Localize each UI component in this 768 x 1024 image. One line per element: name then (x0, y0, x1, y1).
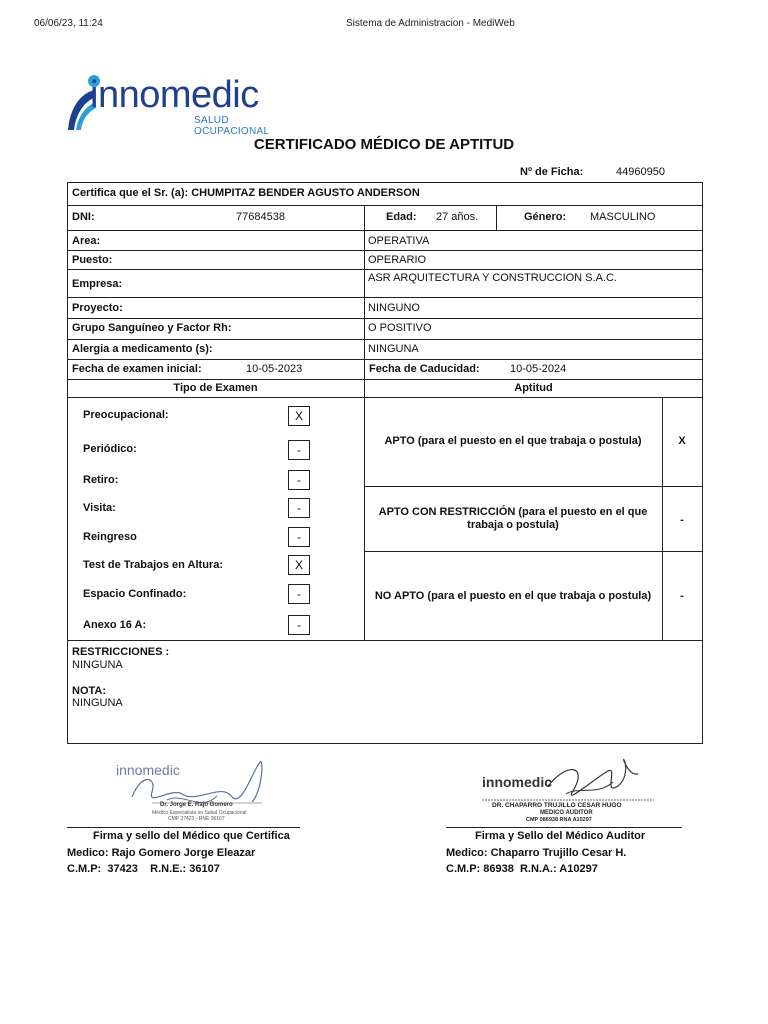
no-apto-label: NO APTO (para el puesto en el que trabaja o postula) (374, 590, 652, 602)
area-label: Area: (72, 235, 101, 247)
left-signature-stamp (112, 752, 282, 828)
grupo-sanguineo-label: Grupo Sanguíneo y Factor Rh: (72, 322, 232, 334)
stamp-cmp: CMP 37423 - RNE 36107 (168, 816, 225, 822)
exam-type-label: Reingreso (83, 531, 137, 543)
exam-type-label: Espacio Confinado: (83, 588, 187, 600)
alergia-label: Alergia a medicamento (s): (72, 343, 213, 355)
apto-restriccion-label-2: trabaja o postula) (467, 519, 559, 531)
puesto-label: Puesto: (72, 254, 113, 266)
grupo-sanguineo-value: O POSITIVO (368, 322, 432, 334)
exam-type-checkbox: - (288, 440, 310, 460)
exam-type-checkbox: - (288, 615, 310, 635)
stamp-logo: innomedic (482, 774, 553, 790)
empresa-label: Empresa: (72, 278, 123, 290)
edad-value: 27 años. (436, 211, 479, 223)
apto-label: APTO (para el puesto en el que trabaja o postula) (384, 435, 642, 447)
exam-type-label: Anexo 16 A: (83, 619, 147, 631)
alergia-value: NINGUNA (368, 343, 419, 355)
genero-label: Género: (524, 211, 567, 223)
apto-restriccion-mark: - (680, 514, 684, 526)
proyecto-label: Proyecto: (72, 302, 123, 314)
exam-type-label: Visita: (83, 502, 116, 514)
right-signature-stamp (478, 756, 658, 828)
nota-label: NOTA: (72, 685, 107, 697)
logo-tagline: SALUD OCUPACIONAL (194, 115, 270, 137)
print-datetime: 06/06/23, 11:24 (34, 18, 103, 29)
exam-type-checkbox: X (288, 406, 310, 426)
fecha-caducidad-label: Fecha de Caducidad: (369, 363, 480, 375)
tipo-examen-header: Tipo de Examen (173, 382, 258, 394)
left-medico-cmp: C.M.P: 37423 R.N.E.: 36107 (67, 863, 220, 875)
ficha-label: Nº de Ficha: (520, 166, 584, 178)
dni-value: 77684538 (236, 211, 285, 223)
exam-type-label: Periódico: (83, 443, 137, 455)
exam-type-label: Retiro: (83, 474, 119, 486)
nota-value: NINGUNA (72, 697, 123, 709)
puesto-value: OPERARIO (368, 254, 427, 266)
exam-type-checkbox: - (288, 527, 310, 547)
fecha-inicial-value: 10-05-2023 (246, 363, 303, 375)
stamp-name: Dr. Jorge E. Rajo Gomero (160, 802, 233, 808)
exam-type-checkbox: X (288, 555, 310, 575)
proyecto-value: NINGUNO (368, 302, 420, 314)
apto-restriccion-label: APTO CON RESTRICCIÓN (para el puesto en el que (378, 506, 648, 518)
exam-type-checkbox: - (288, 584, 310, 604)
fecha-caducidad-value: 10-05-2024 (510, 363, 567, 375)
restricciones-value: NINGUNA (72, 659, 123, 671)
logo-wordmark: innomedic (90, 74, 259, 116)
stamp-cmp: CMP 086938 RNA A10297 (526, 817, 592, 823)
exam-type-checkbox: - (288, 498, 310, 518)
exam-type-checkbox: - (288, 470, 310, 490)
stamp-logo: innomedic (116, 762, 180, 778)
exam-type-label: Test de Trabajos en Altura: (83, 559, 223, 571)
innomedic-logo (64, 72, 304, 137)
stamp-name: DR. CHAPARRO TRUJILLO CESAR HUGO (492, 802, 622, 809)
right-medico-cmp: C.M.P: 86938 R.N.A.: A10297 (446, 863, 598, 875)
certifica-text: Certifica que el Sr. (a): CHUMPITAZ BENDER AGUSTO ANDERSON (72, 187, 420, 199)
print-page-title: Sistema de Administracion - MediWeb (346, 18, 515, 29)
area-value: OPERATIVA (368, 235, 430, 247)
stamp-spec: Médico Especialista en Salud Ocupacional (152, 810, 247, 816)
aptitud-header: Aptitud (514, 382, 553, 394)
no-apto-mark: - (680, 590, 684, 602)
page-title: CERTIFICADO MÉDICO DE APTITUD (253, 136, 515, 153)
stamp-role: MEDICO AUDITOR (540, 810, 593, 816)
exam-type-label: Preocupacional: (83, 409, 169, 421)
fecha-inicial-label: Fecha de examen inicial: (72, 363, 202, 375)
ficha-value: 44960950 (616, 166, 665, 178)
genero-value: MASCULINO (590, 211, 656, 223)
apto-mark: X (678, 435, 686, 447)
dni-label: DNI: (72, 211, 95, 223)
edad-label: Edad: (386, 211, 417, 223)
right-signature-caption: Firma y Sello del Médico Auditor (475, 830, 646, 842)
left-signature-caption: Firma y sello del Médico que Certifica (93, 830, 290, 842)
right-medico-name: Medico: Chaparro Trujillo Cesar H. (446, 847, 627, 859)
empresa-value: ASR ARQUITECTURA Y CONSTRUCCION S.A.C. (368, 272, 617, 284)
left-medico-name: Medico: Rajo Gomero Jorge Eleazar (67, 847, 256, 859)
restricciones-label: RESTRICCIONES : (72, 646, 170, 658)
